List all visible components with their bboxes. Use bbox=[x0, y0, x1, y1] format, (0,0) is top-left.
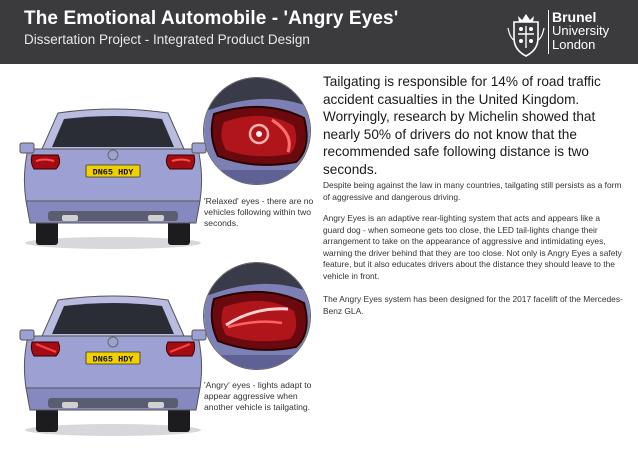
page-subtitle: Dissertation Project - Integrated Product Design bbox=[24, 32, 310, 47]
caption-relaxed: 'Relaxed' eyes - there are no vehicles following within two seconds. bbox=[204, 196, 314, 228]
brand-divider bbox=[548, 10, 549, 54]
university-crest-icon bbox=[506, 8, 546, 58]
car-rear-relaxed bbox=[18, 105, 208, 250]
number-plate-text: DN65 HDY bbox=[92, 167, 134, 178]
body-paragraph-3: The Angry Eyes system has been designed for the 2017 facelift of the Mercedes-Benz GLA. bbox=[323, 294, 623, 316]
body-paragraph-1: Despite being against the law in many countries, tailgating still persists as a form of aggressive and dangerous driving. bbox=[323, 180, 622, 202]
taillight-zoom-relaxed bbox=[203, 77, 311, 185]
taillight-zoom-angry bbox=[203, 262, 311, 370]
brand-line-3: London bbox=[552, 37, 596, 52]
brand-line-1: Brunel bbox=[552, 9, 597, 25]
header-bar bbox=[0, 0, 638, 64]
page-title: The Emotional Automobile - 'Angry Eyes' bbox=[24, 8, 399, 29]
lead-paragraph: Tailgating is responsible for 14% of road traffic accident casualties in the United Kingdom. Worryingly, research by Michelin showed that nearly 50% of drivers do not know that the recommended safe following distance is two seconds. bbox=[323, 74, 601, 177]
brand-line-2: University bbox=[552, 23, 610, 38]
number-plate-text: DN65 HDY bbox=[92, 354, 134, 365]
body-paragraph-2: Angry Eyes is an adaptive rear-lighting system that acts and appears like a guard dog - when someone gets too close, the LED tail-lights change their arrangement to take on the appearance of aggressive and intimidating eyes, warning the driver behind that they are too close. Not only is Angry Eyes a safety feature, but it also educates drivers about the distance they should leave to the vehicle in front. bbox=[323, 213, 622, 281]
caption-angry: 'Angry' eyes - lights adapt to appear aggressive when another vehicle is tailgating. bbox=[204, 380, 312, 412]
car-rear-angry bbox=[18, 292, 208, 437]
university-wordmark bbox=[552, 10, 609, 52]
